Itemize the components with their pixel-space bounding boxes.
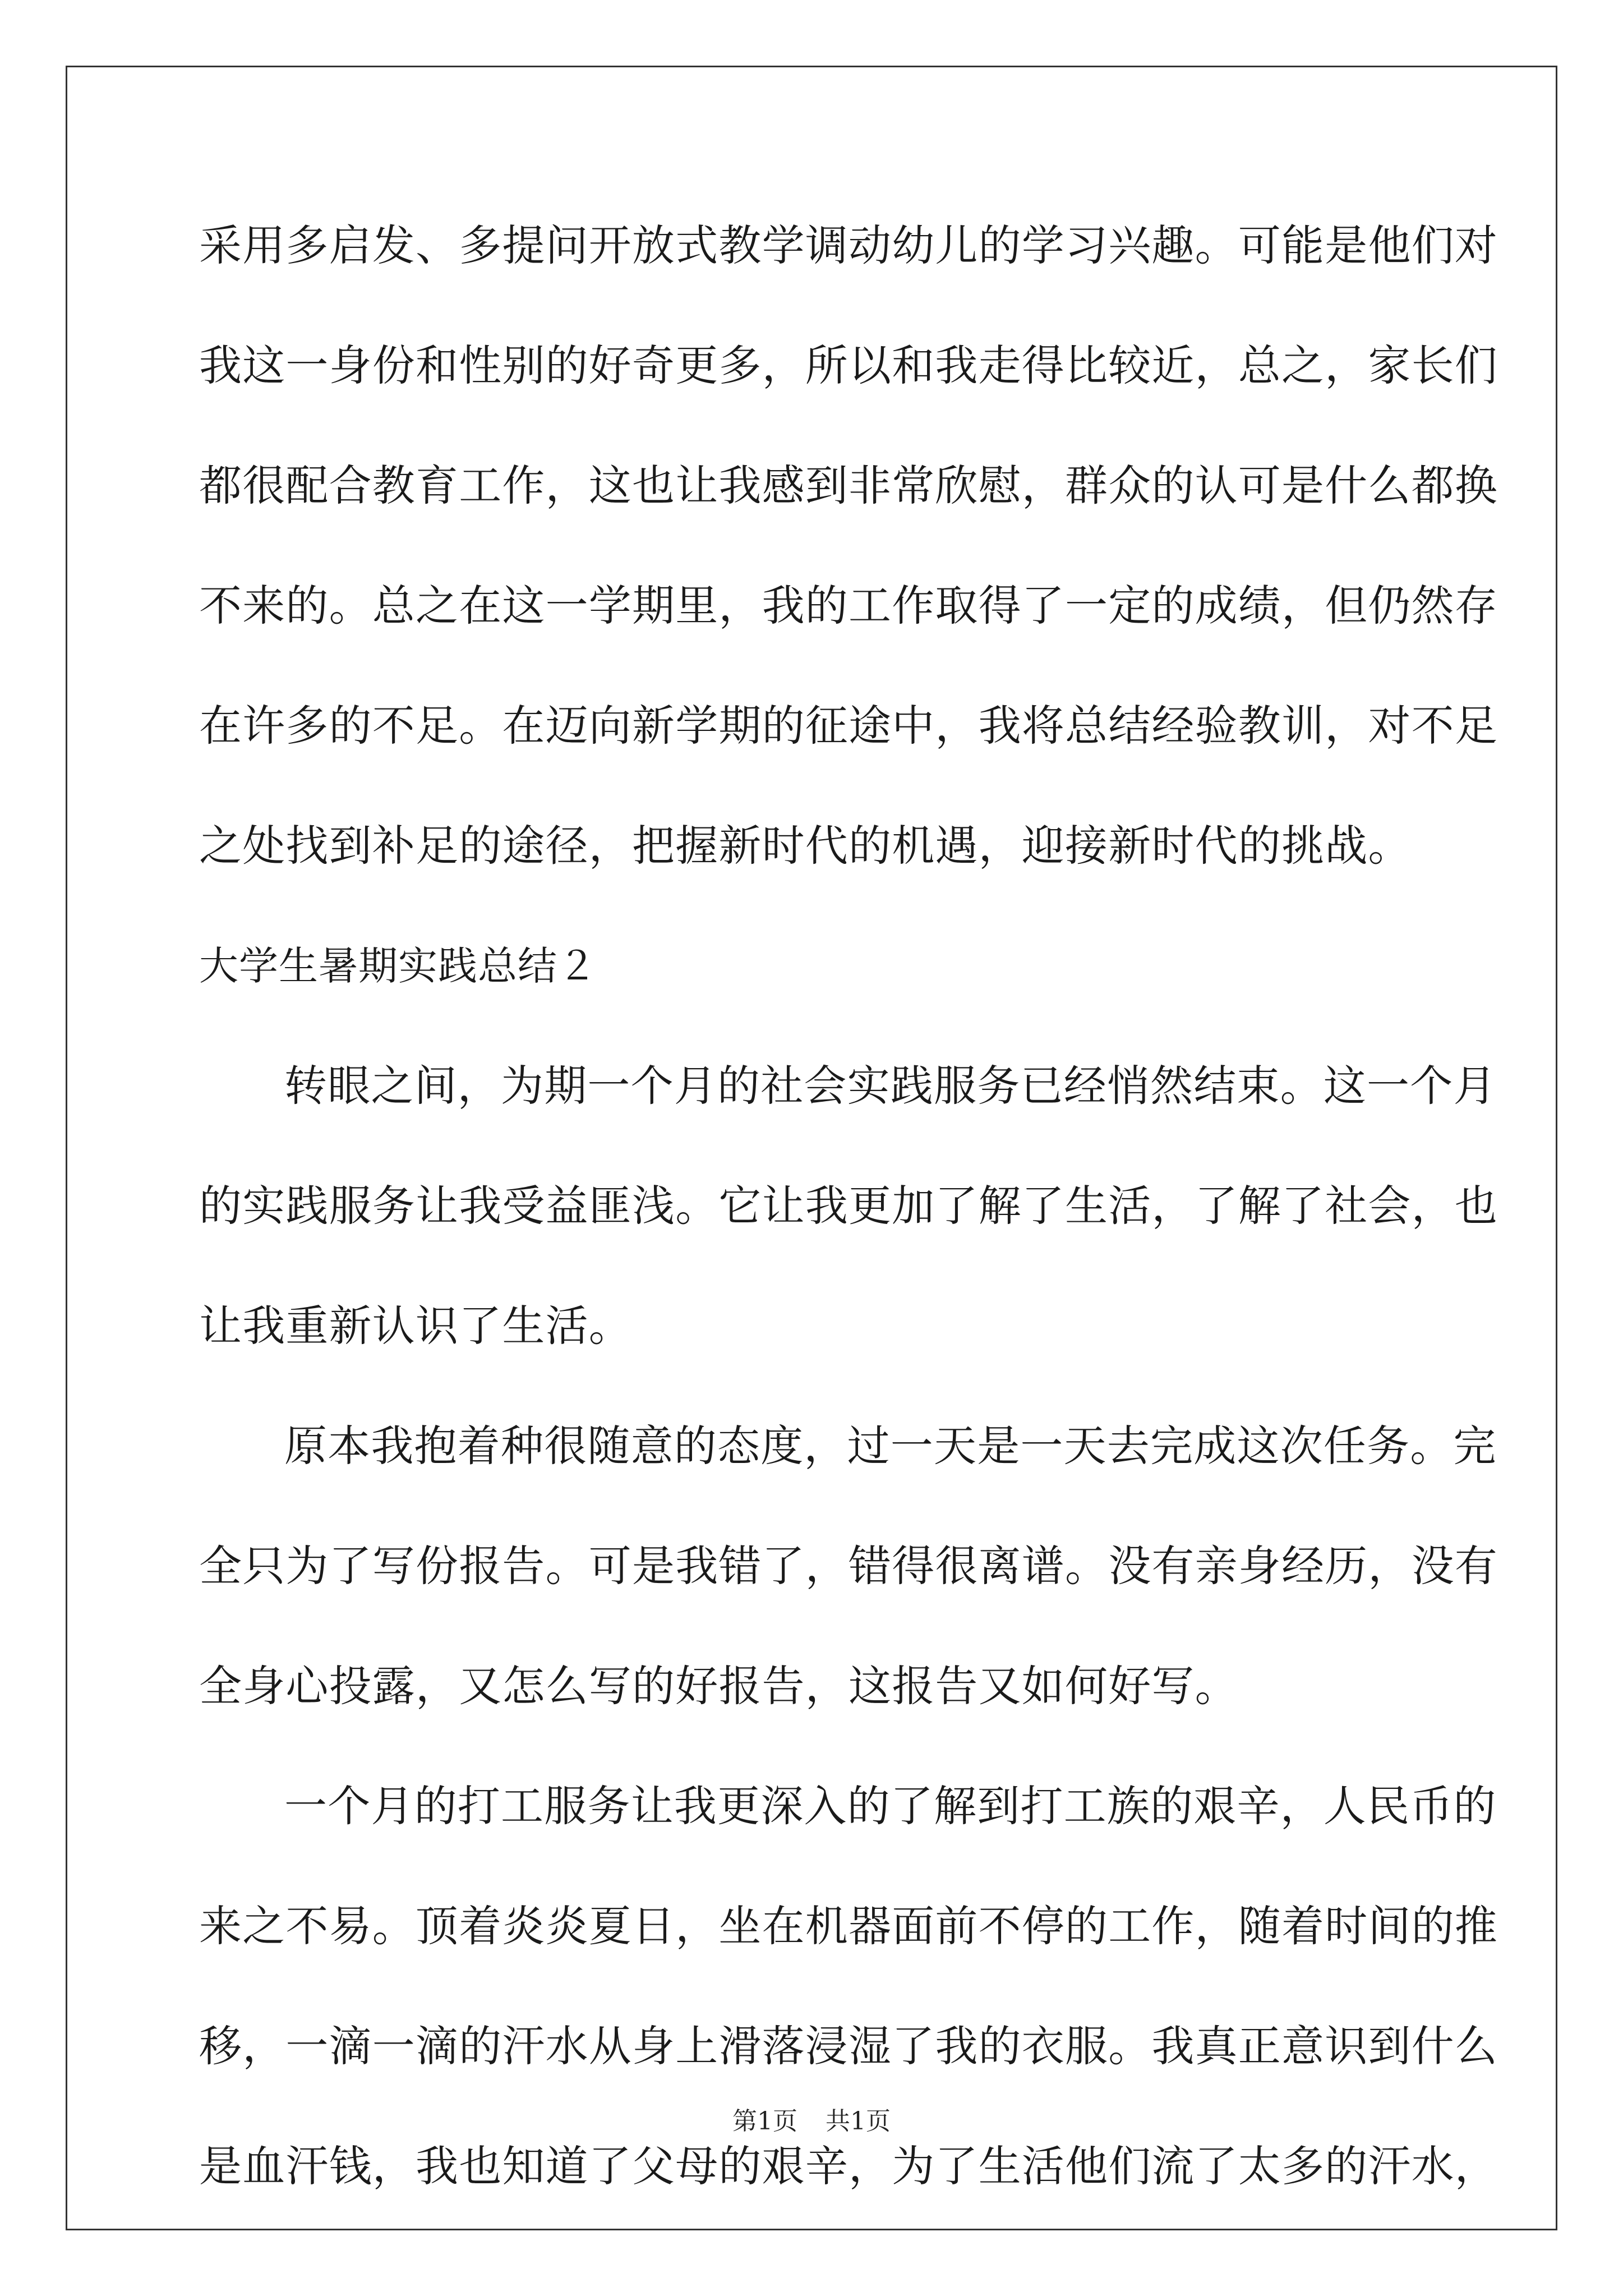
text-line: 不来的。总之在这一学期里，我的工作取得了一定的成绩，但仍然存 [199, 581, 1498, 631]
text-line: 在许多的不足。在迈向新学期的征途中，我将总结经验教训，对不足 [199, 701, 1498, 751]
text-line: 是血汗钱，我也知道了父母的艰辛，为了生活他们流了太多的汗水， [199, 2141, 1498, 2191]
text-line: 转眼之间，为期一个月的社会实践服务已经悄然结束。这一个月 [284, 1061, 1497, 1111]
text-line: 原本我抱着种很随意的态度，过一天是一天去完成这次任务。完 [284, 1421, 1497, 1471]
text-line: 都很配合教育工作，这也让我感到非常欣慰，群众的认可是什么都换 [199, 461, 1498, 510]
text-line: 全只为了写份报告。可是我错了，错得很离谱。没有亲身经历，没有 [199, 1541, 1498, 1591]
text-line: 来之不易。顶着炎炎夏日，坐在机器面前不停的工作，随着时间的推 [199, 1901, 1498, 1951]
text-line: 全身心投露，又怎么写的好报告，这报告又如何好写。 [199, 1661, 1238, 1711]
text-line: 一个月的打工服务让我更深入的了解到打工族的艰辛，人民币的 [284, 1781, 1497, 1831]
section-heading: 大学生暑期实践总结２ [199, 943, 597, 989]
text-line: 移，一滴一滴的汗水从身上滑落浸湿了我的衣服。我真正意识到什么 [199, 2021, 1498, 2071]
text-line: 之处找到补足的途径，把握新时代的机遇，迎接新时代的挑战。 [199, 821, 1412, 871]
page-total: 共1页 [826, 2107, 891, 2136]
text-line: 让我重新认识了生活。 [199, 1301, 632, 1351]
text-line: 的实践服务让我受益匪浅。它让我更加了解了生活，了解了社会，也 [199, 1181, 1498, 1231]
page-number: 第1页 [732, 2107, 797, 2136]
text-line: 采用多启发、多提问开放式教学调动幼儿的学习兴趣。可能是他们对 [199, 220, 1498, 270]
page-footer [0, 2105, 1623, 2138]
text-line: 我这一身份和性别的好奇更多，所以和我走得比较近，总之，家长们 [199, 341, 1498, 390]
